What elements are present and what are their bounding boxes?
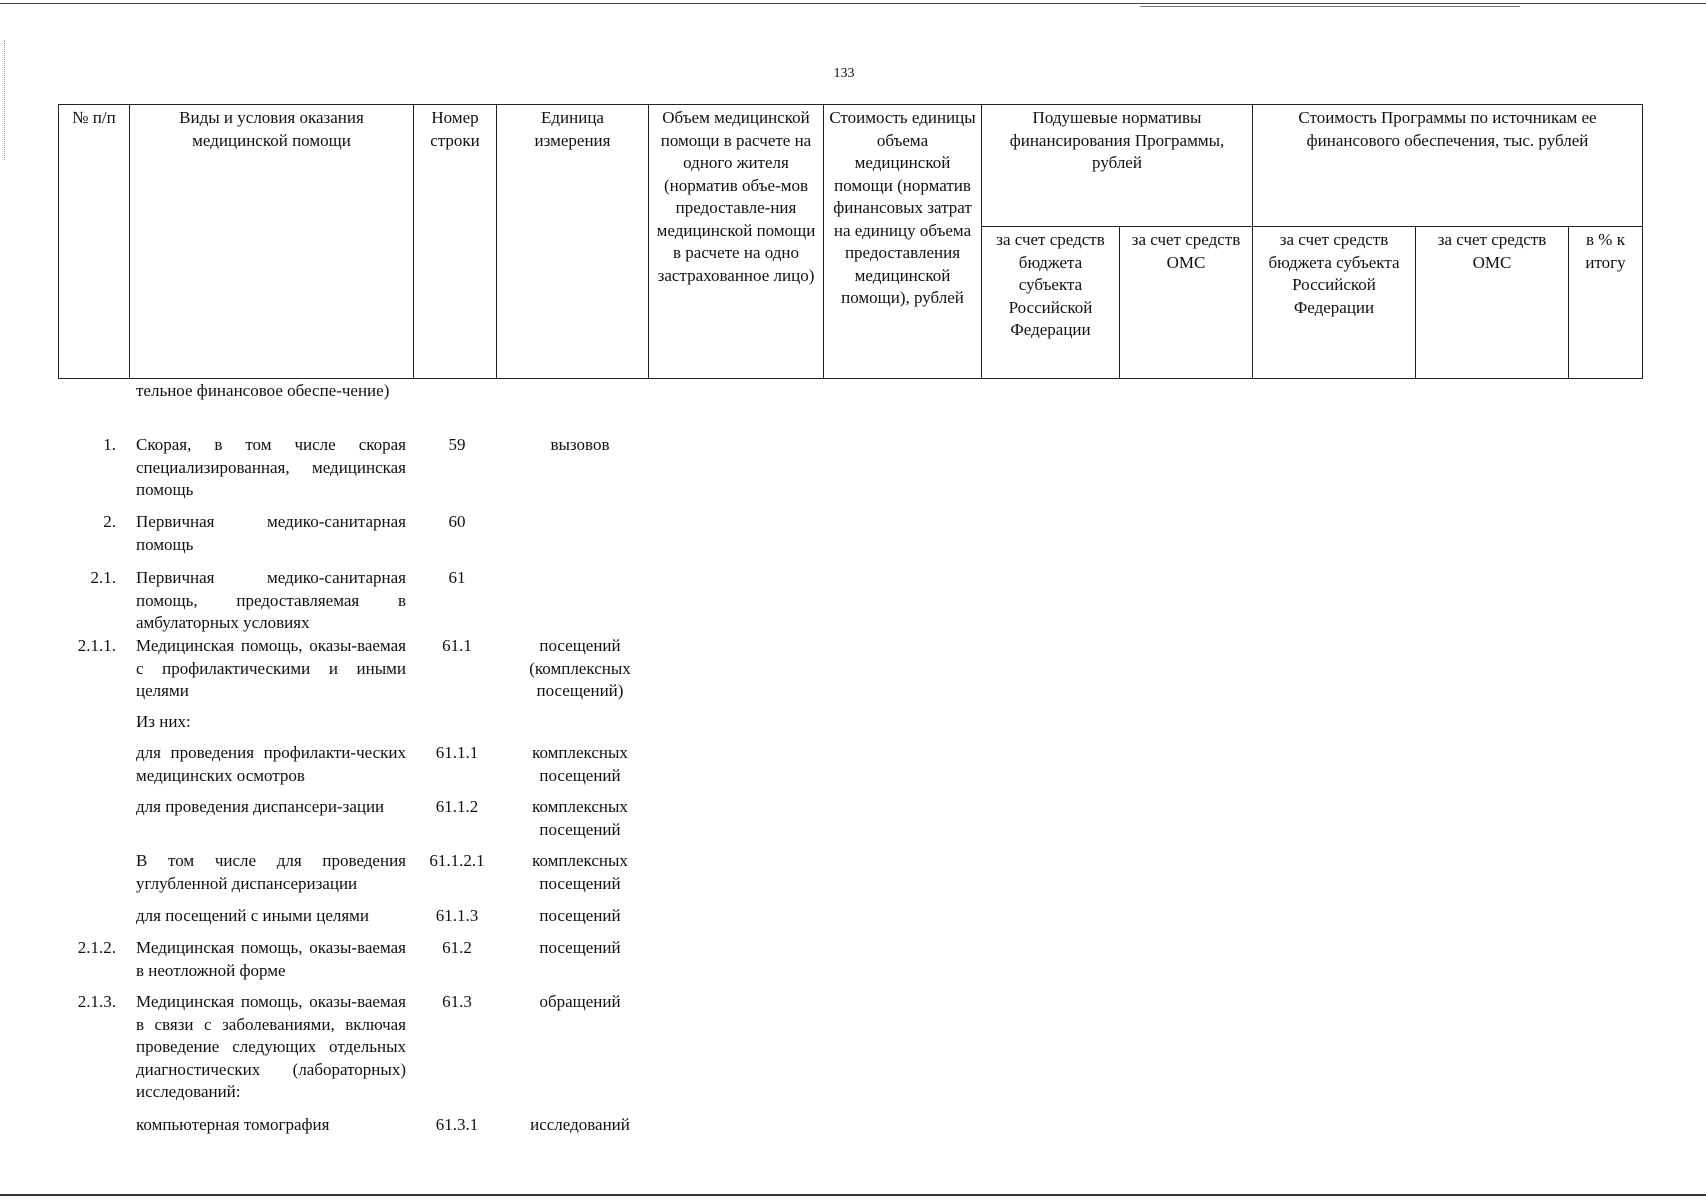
row-line: 61.1.2: [435, 797, 479, 816]
row-line: 61.1: [442, 636, 472, 655]
row-line: 59: [448, 435, 466, 454]
row-line: 61.3.1: [435, 1115, 479, 1134]
table-header: [58, 104, 1643, 379]
row-name: тельное финансовое обеспе-чение): [136, 381, 390, 400]
header-group-per-capita: Подушевые нормативы финансирования Программы, рублей: [982, 105, 1253, 227]
row-name: Из них:: [136, 712, 191, 731]
row-name: Медицинская помощь, оказы-ваемая в связи с заболеваниями, включая проведение следующих отдельных диагностических (лабораторных) исследований:: [136, 992, 406, 1101]
header-sub-oms-cost: за счет средств ОМС: [1416, 227, 1569, 379]
row-name: для посещений с иными целями: [136, 906, 370, 925]
row-line: 61: [448, 568, 466, 587]
row-name: для проведения диспансери-зации: [136, 797, 385, 816]
row-unit: обращений: [539, 992, 621, 1011]
header-sub-budget: за счет средств бюджета субъекта Российской Федерации: [982, 227, 1120, 379]
scan-edge-bottom: [0, 1194, 1706, 1196]
row-line: 61.1.3: [435, 906, 479, 925]
header-col-type: Виды и условия оказания медицинской помощи: [130, 105, 414, 379]
header-col-number: № п/п: [59, 105, 130, 379]
header-group-program-cost: Стоимость Программы по источникам ее финансового обеспечения, тыс. рублей: [1253, 105, 1643, 227]
row-name: Первичная медико-санитарная помощь: [136, 512, 406, 554]
row-name: Первичная медико-санитарная помощь, предоставляемая в амбулаторных условиях: [136, 568, 406, 632]
row-line: 61.3: [442, 992, 472, 1011]
row-number: 2.: [103, 512, 116, 531]
row-line: 61.1.1: [435, 743, 479, 762]
page-number: 133: [833, 66, 855, 81]
header-col-cost: Стоимость единицы объема медицинской помощи (норматив финансовых затрат на единицу объема предоставления медицинской помощи), рублей: [824, 105, 982, 379]
scan-edge-top-fragment: [1140, 6, 1520, 7]
row-number: 2.1.3.: [77, 992, 116, 1011]
row-unit: комплексных посещений: [532, 743, 628, 785]
row-unit: комплексных посещений: [532, 851, 628, 893]
row-name: В том числе для проведения углубленной диспансеризации: [136, 851, 406, 893]
row-line: 61.2: [442, 938, 472, 957]
row-number: 2.1.1.: [77, 636, 116, 655]
header-sub-percent: в % к итогу: [1569, 227, 1643, 379]
row-unit: посещений: [539, 906, 621, 925]
header-sub-oms: за счет средств ОМС: [1120, 227, 1253, 379]
row-unit: посещений: [539, 938, 621, 957]
header-col-volume: Объем медицинской помощи в расчете на одного жителя (норматив объе-мов предоставле-ния медицинской помощи в расчете на одно застрахованное лицо): [649, 105, 824, 379]
row-name: Медицинская помощь, оказы-ваемая в неотложной форме: [136, 938, 406, 980]
row-unit: комплексных посещений: [532, 797, 628, 839]
row-number: 2.1.: [90, 568, 116, 587]
row-name: для проведения профилакти-ческих медицинских осмотров: [136, 743, 406, 785]
row-line: 61.1.2.1: [429, 851, 485, 870]
row-unit: исследований: [530, 1115, 630, 1134]
row-name: компьютерная томография: [136, 1115, 330, 1134]
row-number: 1.: [103, 435, 116, 454]
header-col-line: Номер строки: [414, 105, 497, 379]
row-unit: вызовов: [550, 435, 610, 454]
row-name: Скорая, в том числе скорая специализированная, медицинская помощь: [136, 435, 406, 499]
scan-edge-top: [0, 3, 1706, 4]
row-line: 60: [448, 512, 466, 531]
header-sub-budget-cost: за счет средств бюджета субъекта Российской Федерации: [1253, 227, 1416, 379]
scan-edge-left: [4, 40, 5, 160]
row-name: Медицинская помощь, оказы-ваемая с профилактическими и иными целями: [136, 636, 406, 700]
header-col-unit: Единица измерения: [497, 105, 649, 379]
row-unit: посещений (комплексных посещений): [529, 636, 631, 700]
row-number: 2.1.2.: [77, 938, 116, 957]
